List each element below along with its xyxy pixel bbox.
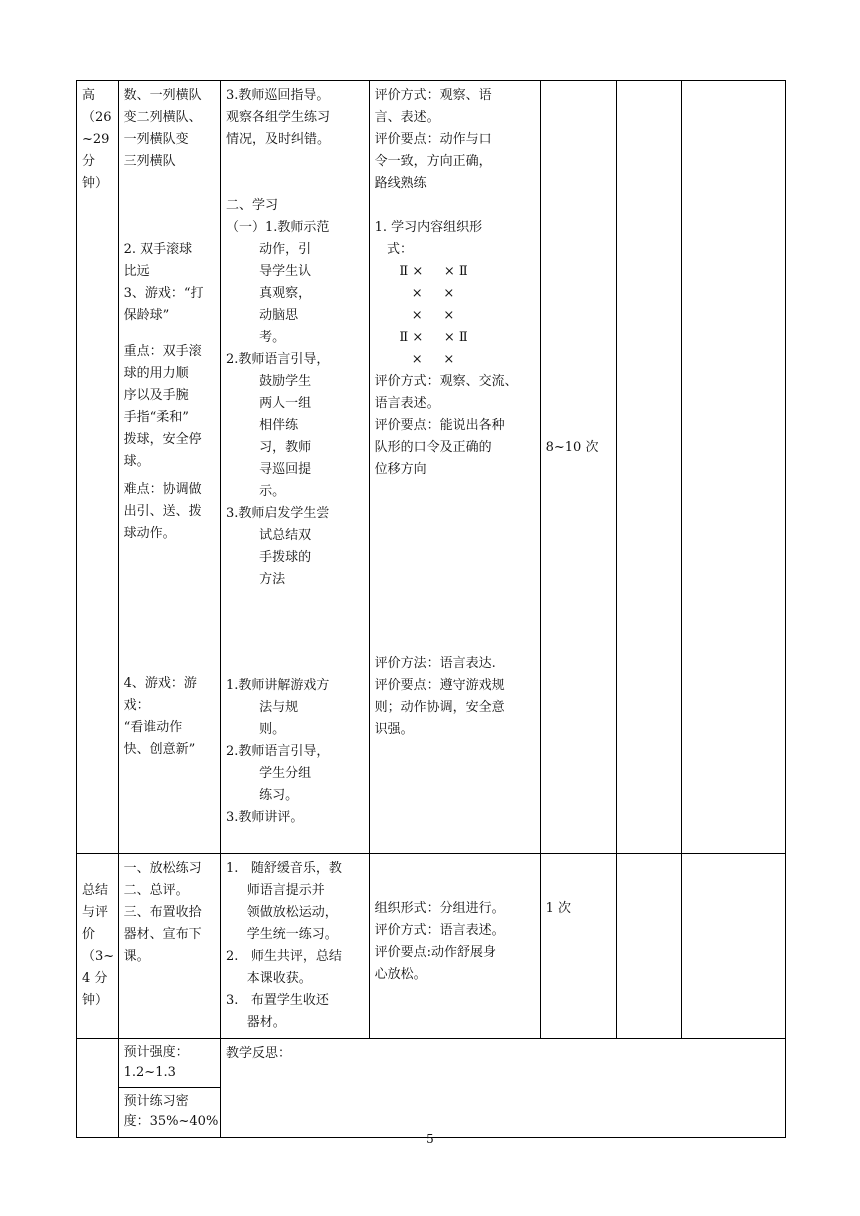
key-point-line: 序以及手腕 [123,388,189,403]
content-line: 一列横队变 [123,132,189,147]
teacher-line: 动作，引 [226,242,312,257]
phase-line: 与评 [82,905,109,920]
repetition-count: 1 次 [545,901,572,916]
page-number: 5 [426,1132,434,1146]
blank-cell [617,81,682,854]
student-line: 言、表述。 [374,110,440,125]
table-row-summary [77,854,786,1039]
content-line: 课。 [123,949,150,964]
blank-cell [682,81,786,854]
teacher-line: 真观察， [226,286,312,301]
content-line: 4、游戏：游 [123,676,197,691]
difficulty-line: 球动作。 [123,526,176,541]
phase-line: （3~ [82,949,115,964]
teacher-line: 1.教师讲解游戏方 [226,678,330,693]
teacher-line: 情况，及时纠错。 [226,132,331,147]
phase-line: 钟） [82,993,109,1008]
key-point-line: 重点：双手滚 [123,344,202,359]
student-line: 语言表述。 [374,396,440,411]
student-line: 评价方法：语言表达. [374,656,496,671]
phase-line: 价 [82,927,96,942]
key-point-line: 球的用力顺 [123,366,189,381]
count-cell [540,81,617,854]
teacher-line: （一）1.教师示范 [226,220,330,235]
key-point-line: 拨球，安全停 [123,432,202,447]
student-line: 式： [374,242,413,257]
teacher-line: 3.教师讲评。 [226,810,304,825]
key-point-line: 球。 [123,454,150,469]
content-line: “看谁动作 [123,720,183,735]
student-line: 1. 学习内容组织形 [374,220,483,235]
content-line: 三列横队 [123,154,176,169]
table-row-intensity [77,1039,786,1088]
student-line: 评价要点:动作舒展身 [374,945,496,960]
content-line: 变二列横队、 [123,110,202,125]
phase-cell [77,81,119,854]
phase-line: 分 [82,154,96,169]
content-line: 3、游戏：“打 [123,286,204,301]
teacher-line: 师语言提示并 [226,883,325,898]
repetition-count: 8~10 次 [545,440,599,455]
difficulty-line: 难点：协调做 [123,482,202,497]
student-line: 心放松。 [374,967,427,982]
table-row-practice [77,81,786,854]
teacher-line: 示。 [226,484,286,499]
content-line: 数、一列横队 [123,88,202,103]
teacher-line: 学生分组 [226,766,312,781]
student-line: 评价方式：语言表述。 [374,923,505,938]
content-cell [118,81,220,854]
teacher-line: 两人一组 [226,396,312,411]
student-line: 组织形式：分组进行。 [374,901,505,916]
teacher-line: 手拨球的 [226,550,312,565]
count-cell [540,854,617,1039]
teacher-line: 3.教师巡回指导。 [226,88,330,103]
phase-line: 高 [82,88,96,103]
intensity-line: 预计强度： [123,1045,189,1060]
content-line: 一、放松练习 [123,861,202,876]
intensity-cell [118,1039,220,1088]
teacher-line: 方法 [226,572,286,587]
formation-line: × × [374,286,455,301]
teacher-activity-cell [221,854,370,1039]
student-line: 位移方向 [374,462,427,477]
student-line: 队形的口令及正确的 [374,440,492,455]
difficulty-line: 出引、送、拨 [123,504,202,519]
student-activity-cell [369,81,540,854]
student-line: 令一致，方向正确， [374,154,492,169]
student-activity-cell [369,854,540,1039]
student-line: 则；动作协调，安全意 [374,700,505,715]
teacher-line: 二、学习 [226,198,279,213]
phase-line: 总结 [82,883,109,898]
phase-line: ~29 [82,132,110,147]
teacher-line: 寻巡回提 [226,462,312,477]
content-line: 三、布置收拾 [123,905,202,920]
teacher-line: 2. 师生共评，总结 [226,949,342,964]
teacher-activity-cell [221,81,370,854]
student-line: 识强。 [374,722,414,737]
blank-cell [682,854,786,1039]
teacher-line: 2.教师语言引导， [226,352,330,367]
density-cell [118,1088,220,1138]
content-line: 保龄球” [123,308,170,323]
student-line: 评价要点：能说出各种 [374,418,505,433]
teacher-line: 动脑思 [226,308,299,323]
teacher-line: 练习。 [226,788,299,803]
teacher-line: 2.教师语言引导， [226,744,330,759]
key-point-line: 手指“柔和” [123,410,189,425]
teacher-line: 领做放松运动， [226,905,338,920]
teacher-line: 器材。 [226,1015,286,1030]
teacher-line: 3. 布置学生收还 [226,993,329,1008]
content-line: 戏： [123,698,150,713]
content-cell [118,854,220,1039]
teacher-line: 本课收获。 [226,971,312,986]
blank-cell [77,1039,119,1138]
phase-line: 钟） [82,176,109,191]
student-line: 评价要点：动作与口 [374,132,492,147]
intensity-line: 1.2~1.3 [123,1065,176,1080]
density-line: 度：35%~40% [123,1114,219,1129]
reflection-label: 教学反思： [226,1046,292,1061]
student-line: 路线熟练 [374,176,427,191]
teacher-line: 法与规 [226,700,299,715]
phase-cell [77,854,119,1039]
teacher-line: 试总结双 [226,528,312,543]
density-line: 预计练习密 [123,1094,189,1109]
content-line: 快、创意新” [123,742,196,757]
formation-line: Ⅱ × × Ⅱ [374,330,468,345]
content-line: 器材、宣布下 [123,927,202,942]
teacher-line: 导学生认 [226,264,312,279]
lesson-plan-table [76,80,786,1138]
teacher-line: 习，教师 [226,440,312,455]
teacher-line: 鼓励学生 [226,374,312,389]
phase-line: 4 分 [82,971,108,986]
teacher-line: 相伴练 [226,418,299,433]
teacher-line: 1. 随舒缓音乐，教 [226,861,342,876]
teacher-line: 考。 [226,330,286,345]
formation-line: × × [374,352,455,367]
formation-line: × × [374,308,455,323]
content-line: 2. 双手滚球 [123,242,193,257]
phase-line: （26 [82,110,112,125]
content-line: 比远 [123,264,150,279]
student-line: 评价要点：遵守游戏规 [374,678,505,693]
teacher-line: 则。 [226,722,286,737]
student-line: 评价方式：观察、交流、 [374,374,518,389]
teacher-line: 3.教师启发学生尝 [226,506,330,521]
formation-line: Ⅱ × × Ⅱ [374,264,468,279]
student-line: 评价方式：观察、语 [374,88,492,103]
reflection-cell [221,1039,786,1138]
content-line: 二、总评。 [123,883,189,898]
blank-cell [617,854,682,1039]
teacher-line: 观察各组学生练习 [226,110,331,125]
teacher-line: 学生统一练习。 [226,927,338,942]
